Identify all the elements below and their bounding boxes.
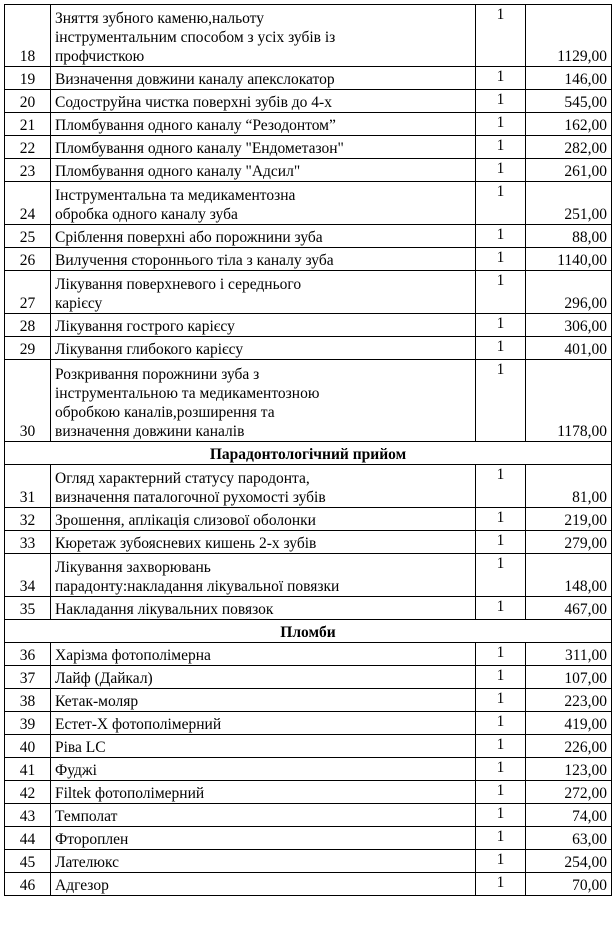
service-name-cell: Лайф (Дайкал) xyxy=(51,666,476,689)
service-name-cell: Зняття зубного каменю,нальоту інструментальним способом з усіх зубів із профчисткою xyxy=(51,5,476,67)
service-number-cell: 19 xyxy=(5,67,51,90)
quantity-cell: 1 xyxy=(476,5,526,67)
price-cell: 219,00 xyxy=(526,508,612,531)
service-name-cell: Кюретаж зубоясневих кишень 2-х зубів xyxy=(51,531,476,554)
price-cell: 467,00 xyxy=(526,597,612,620)
price-cell: 306,00 xyxy=(526,314,612,337)
service-name-cell: Інструментальна та медикаментозна обробка одного каналу зуба xyxy=(51,182,476,225)
price-cell: 63,00 xyxy=(526,827,612,850)
service-name-cell: Фуджі xyxy=(51,758,476,781)
service-number-cell: 37 xyxy=(5,666,51,689)
table-row xyxy=(5,850,612,873)
quantity-cell: 1 xyxy=(476,850,526,873)
table-row xyxy=(5,827,612,850)
service-name-cell: Содоструйна чистка поверхні зубів до 4-х xyxy=(51,90,476,113)
service-number-cell: 40 xyxy=(5,735,51,758)
service-name-cell: Кетак-моляр xyxy=(51,689,476,712)
quantity-cell: 1 xyxy=(476,113,526,136)
table-row xyxy=(5,314,612,337)
service-number-cell: 30 xyxy=(5,360,51,442)
quantity-cell: 1 xyxy=(476,873,526,896)
price-cell: 251,00 xyxy=(526,182,612,225)
section-header-row xyxy=(5,442,612,465)
table-row xyxy=(5,689,612,712)
table-row xyxy=(5,113,612,136)
service-name-cell: Пломбування одного каналу “Резодонтом” xyxy=(51,113,476,136)
price-cell: 296,00 xyxy=(526,271,612,314)
service-number-cell: 32 xyxy=(5,508,51,531)
quantity-cell: 1 xyxy=(476,643,526,666)
service-number-cell: 36 xyxy=(5,643,51,666)
price-cell: 223,00 xyxy=(526,689,612,712)
table-row xyxy=(5,781,612,804)
service-name-cell: Ріва LC xyxy=(51,735,476,758)
service-name-cell: Лікування гострого карієсу xyxy=(51,314,476,337)
price-cell: 81,00 xyxy=(526,465,612,508)
price-cell: 545,00 xyxy=(526,90,612,113)
price-cell: 146,00 xyxy=(526,67,612,90)
price-list-table xyxy=(4,4,612,896)
price-cell: 419,00 xyxy=(526,712,612,735)
price-cell: 1140,00 xyxy=(526,248,612,271)
quantity-cell: 1 xyxy=(476,248,526,271)
quantity-cell: 1 xyxy=(476,666,526,689)
table-row xyxy=(5,248,612,271)
table-row xyxy=(5,360,612,442)
section-title: Пломби xyxy=(5,620,612,643)
service-name-cell: Зрошення, аплікація слизової оболонки xyxy=(51,508,476,531)
service-number-cell: 34 xyxy=(5,554,51,597)
table-row xyxy=(5,508,612,531)
quantity-cell: 1 xyxy=(476,271,526,314)
quantity-cell: 1 xyxy=(476,781,526,804)
table-row xyxy=(5,465,612,508)
table-row xyxy=(5,666,612,689)
service-number-cell: 25 xyxy=(5,225,51,248)
section-header-row xyxy=(5,620,612,643)
service-number-cell: 31 xyxy=(5,465,51,508)
service-name-cell: Пломбування одного каналу "Ендометазон" xyxy=(51,136,476,159)
service-number-cell: 43 xyxy=(5,804,51,827)
service-number-cell: 27 xyxy=(5,271,51,314)
table-row xyxy=(5,5,612,67)
service-number-cell: 41 xyxy=(5,758,51,781)
service-number-cell: 21 xyxy=(5,113,51,136)
table-row xyxy=(5,136,612,159)
price-list-body xyxy=(5,5,612,896)
service-name-cell: Лікування поверхневого і середнього карієсу xyxy=(51,271,476,314)
price-cell: 74,00 xyxy=(526,804,612,827)
price-cell: 123,00 xyxy=(526,758,612,781)
quantity-cell: 1 xyxy=(476,314,526,337)
table-row xyxy=(5,597,612,620)
price-cell: 1129,00 xyxy=(526,5,612,67)
table-row xyxy=(5,531,612,554)
service-number-cell: 44 xyxy=(5,827,51,850)
price-cell: 272,00 xyxy=(526,781,612,804)
price-cell: 254,00 xyxy=(526,850,612,873)
price-cell: 148,00 xyxy=(526,554,612,597)
service-number-cell: 38 xyxy=(5,689,51,712)
service-number-cell: 24 xyxy=(5,182,51,225)
quantity-cell: 1 xyxy=(476,67,526,90)
price-cell: 279,00 xyxy=(526,531,612,554)
quantity-cell: 1 xyxy=(476,182,526,225)
price-cell: 282,00 xyxy=(526,136,612,159)
quantity-cell: 1 xyxy=(476,804,526,827)
table-row xyxy=(5,225,612,248)
quantity-cell: 1 xyxy=(476,136,526,159)
service-number-cell: 35 xyxy=(5,597,51,620)
price-cell: 88,00 xyxy=(526,225,612,248)
table-row xyxy=(5,712,612,735)
table-row xyxy=(5,271,612,314)
price-cell: 311,00 xyxy=(526,643,612,666)
service-number-cell: 22 xyxy=(5,136,51,159)
service-number-cell: 45 xyxy=(5,850,51,873)
table-row xyxy=(5,643,612,666)
service-name-cell: Накладання лікувальних повязок xyxy=(51,597,476,620)
quantity-cell: 1 xyxy=(476,159,526,182)
service-name-cell: Огляд характерний статусу пародонта, визначення паталогочної рухомості зубів xyxy=(51,465,476,508)
service-name-cell: Визначення довжини каналу апекслокатор xyxy=(51,67,476,90)
service-name-cell: Фтороплен xyxy=(51,827,476,850)
service-number-cell: 39 xyxy=(5,712,51,735)
service-name-cell: Пломбування одного каналу "Адсил" xyxy=(51,159,476,182)
table-row xyxy=(5,758,612,781)
service-name-cell: Лікування захворювань парадонту:накладання лікувальної повязки xyxy=(51,554,476,597)
service-name-cell: Лателюкс xyxy=(51,850,476,873)
service-number-cell: 42 xyxy=(5,781,51,804)
service-name-cell: Адгезор xyxy=(51,873,476,896)
quantity-cell: 1 xyxy=(476,597,526,620)
service-name-cell: Темполат xyxy=(51,804,476,827)
quantity-cell: 1 xyxy=(476,508,526,531)
table-row xyxy=(5,873,612,896)
service-name-cell: Сріблення поверхні або порожнини зуба xyxy=(51,225,476,248)
quantity-cell: 1 xyxy=(476,689,526,712)
quantity-cell: 1 xyxy=(476,735,526,758)
service-number-cell: 18 xyxy=(5,5,51,67)
quantity-cell: 1 xyxy=(476,225,526,248)
table-row xyxy=(5,67,612,90)
service-name-cell: Лікування глибокого карієсу xyxy=(51,337,476,360)
quantity-cell: 1 xyxy=(476,554,526,597)
price-cell: 70,00 xyxy=(526,873,612,896)
table-row xyxy=(5,735,612,758)
service-name-cell: Вилучення стороннього тіла з каналу зуба xyxy=(51,248,476,271)
table-row xyxy=(5,337,612,360)
price-cell: 162,00 xyxy=(526,113,612,136)
quantity-cell: 1 xyxy=(476,758,526,781)
quantity-cell: 1 xyxy=(476,465,526,508)
service-number-cell: 26 xyxy=(5,248,51,271)
service-name-cell: Розкривання порожнини зуба з інструментальною та медикаментозною обробкою каналів,розширення та визначення довжини каналів xyxy=(51,360,476,442)
service-number-cell: 23 xyxy=(5,159,51,182)
table-row xyxy=(5,90,612,113)
quantity-cell: 1 xyxy=(476,712,526,735)
service-name-cell: Естет-Х фотополімерний xyxy=(51,712,476,735)
service-number-cell: 46 xyxy=(5,873,51,896)
service-number-cell: 20 xyxy=(5,90,51,113)
price-cell: 261,00 xyxy=(526,159,612,182)
service-name-cell: Filtek фотополімерний xyxy=(51,781,476,804)
service-name-cell: Харізма фотополімерна xyxy=(51,643,476,666)
service-number-cell: 28 xyxy=(5,314,51,337)
table-row xyxy=(5,159,612,182)
price-cell: 401,00 xyxy=(526,337,612,360)
quantity-cell: 1 xyxy=(476,337,526,360)
service-number-cell: 29 xyxy=(5,337,51,360)
quantity-cell: 1 xyxy=(476,827,526,850)
price-cell: 107,00 xyxy=(526,666,612,689)
price-cell: 1178,00 xyxy=(526,360,612,442)
section-title: Парадонтологічний прийом xyxy=(5,442,612,465)
table-row xyxy=(5,804,612,827)
table-row xyxy=(5,182,612,225)
price-cell: 226,00 xyxy=(526,735,612,758)
table-row xyxy=(5,554,612,597)
quantity-cell: 1 xyxy=(476,360,526,442)
quantity-cell: 1 xyxy=(476,531,526,554)
service-number-cell: 33 xyxy=(5,531,51,554)
quantity-cell: 1 xyxy=(476,90,526,113)
